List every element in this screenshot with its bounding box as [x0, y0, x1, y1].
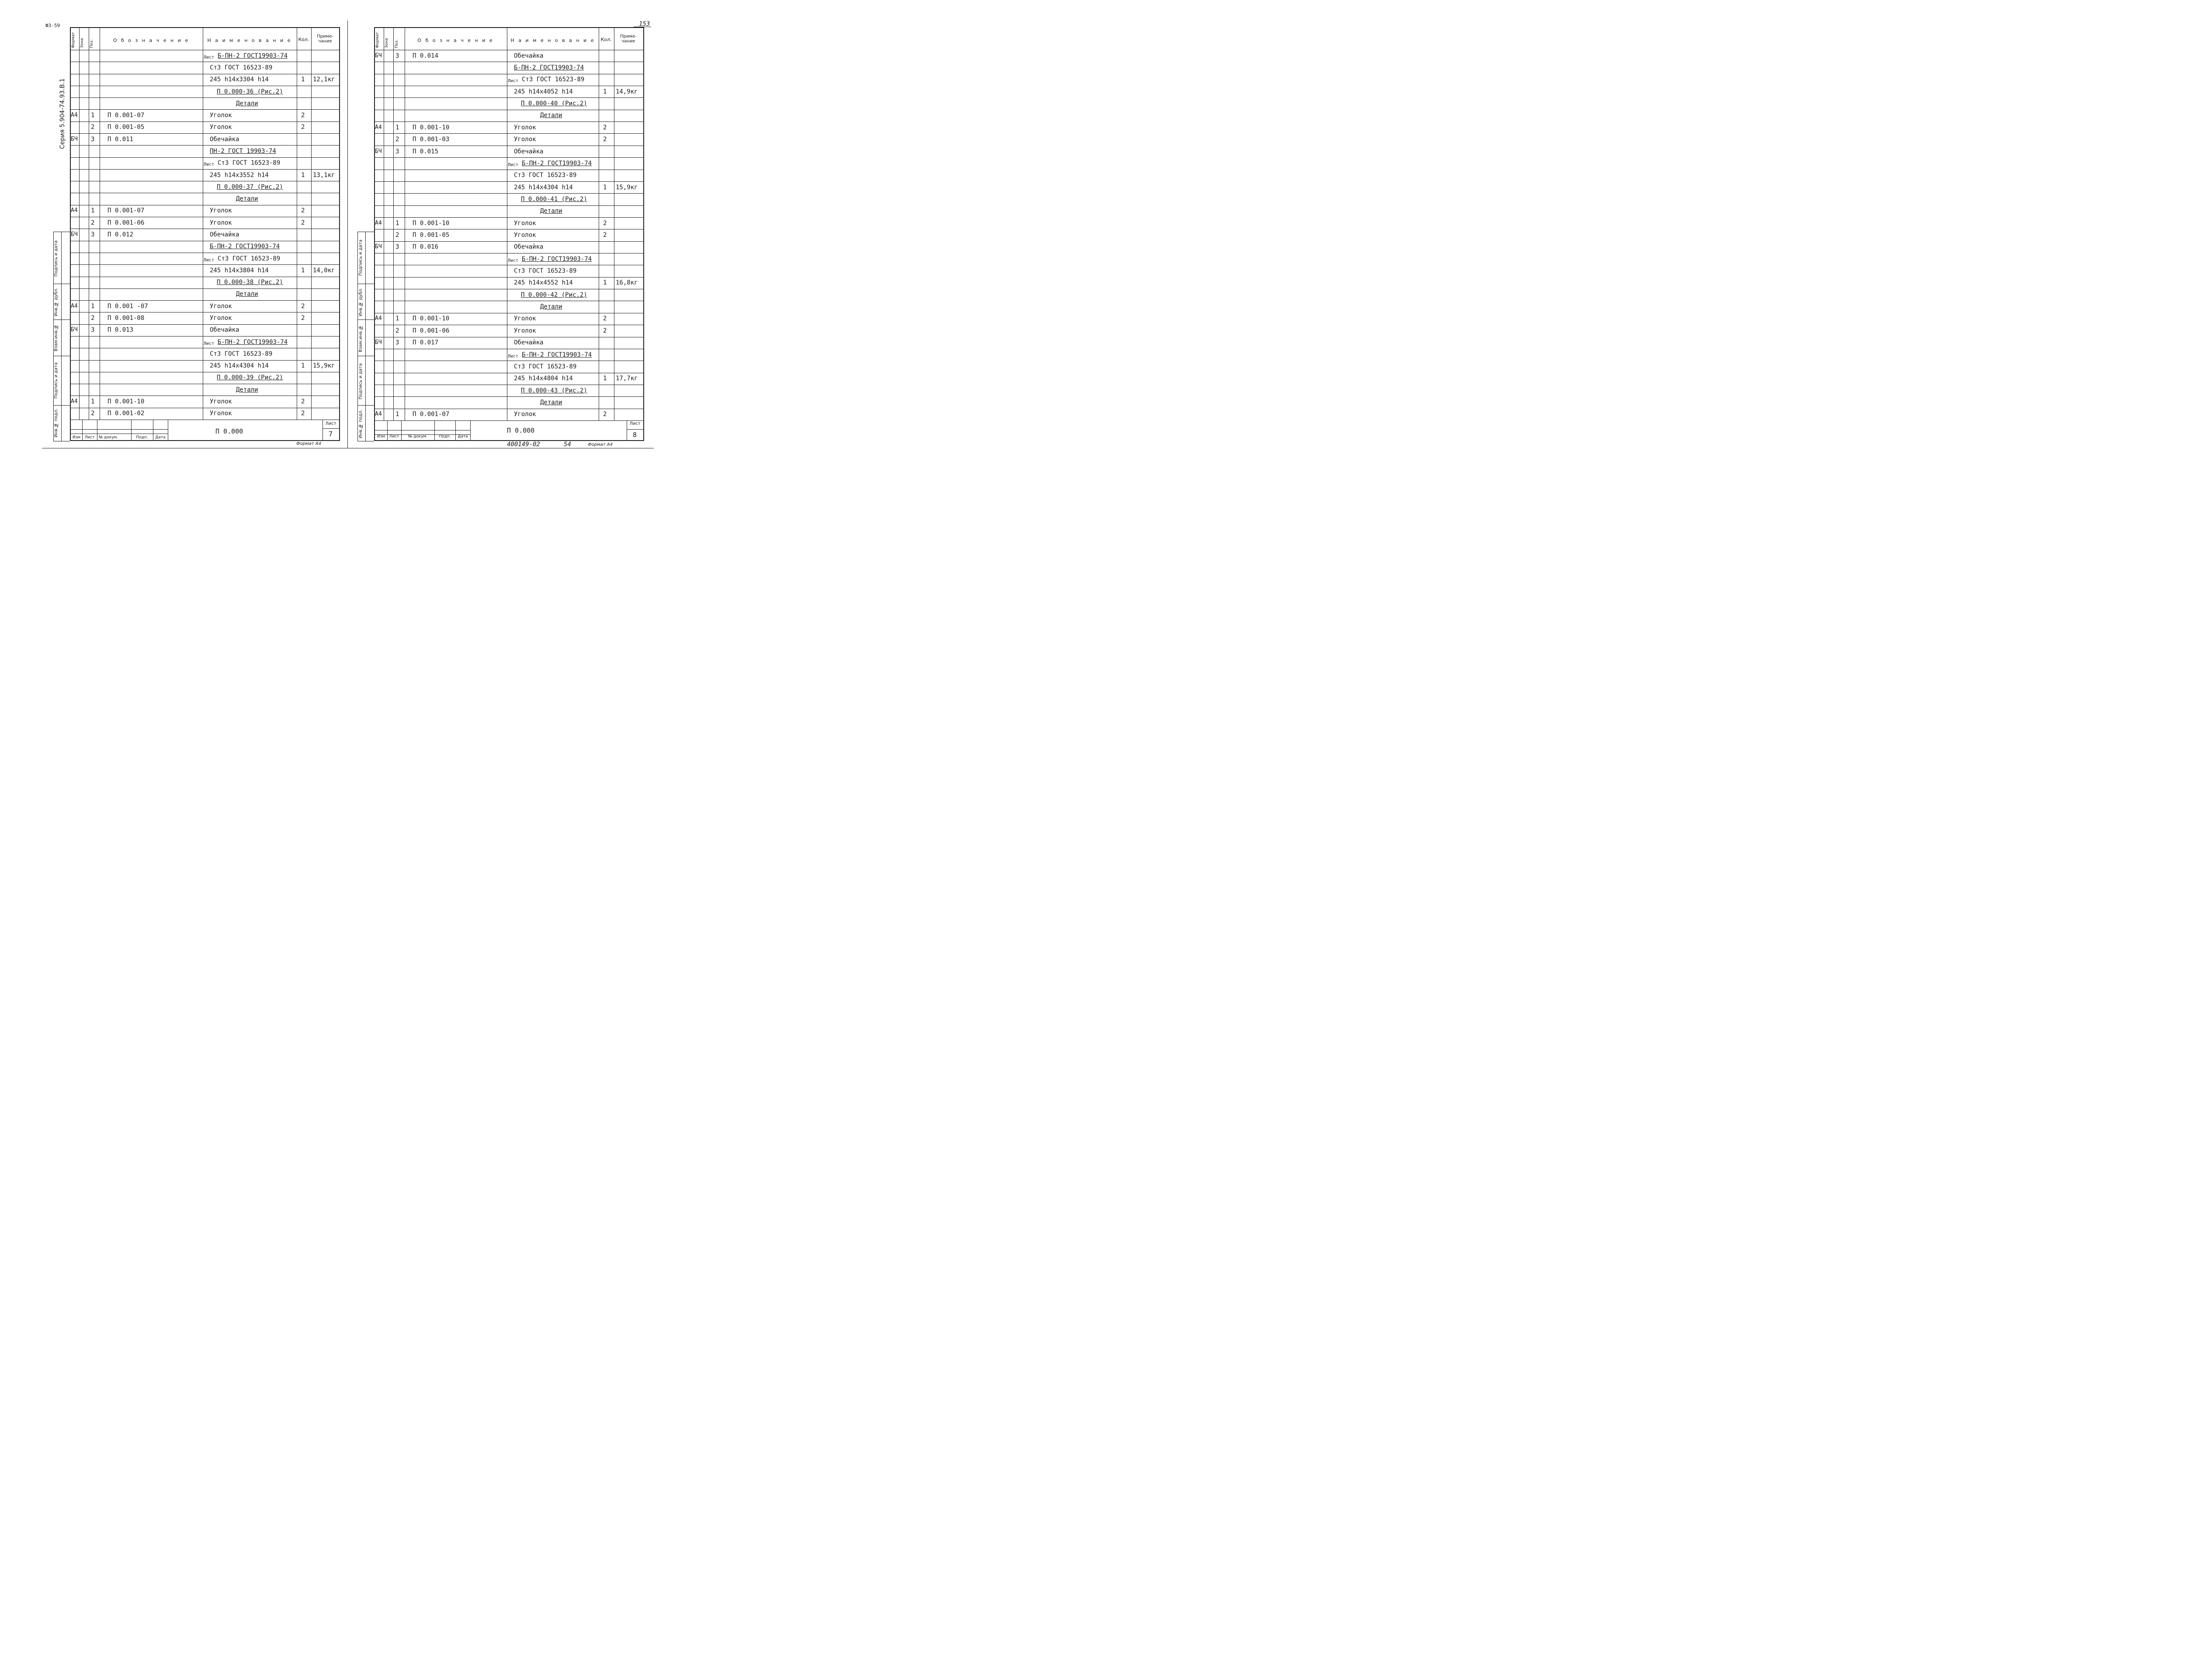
row-name: 245 h14x4304 h14 — [210, 362, 269, 370]
row-note: 17,7кг — [616, 375, 638, 382]
right-stamp-data: Дата — [458, 434, 468, 439]
row-designation: П 0.013 — [108, 326, 134, 334]
row-prefix: Лист — [204, 162, 215, 167]
right-row-line — [374, 157, 644, 158]
right-row-line — [374, 217, 644, 218]
row-format: БЧ — [71, 231, 78, 238]
left-side-inv-podl: Инв.№ подл. — [54, 408, 59, 438]
left-side-sep — [53, 405, 70, 406]
row-name: Уголок — [210, 410, 232, 417]
row-position: 3 — [395, 339, 399, 347]
right-side-inv-dubl: Инв.№ дубл. — [358, 288, 363, 316]
right-hdr-zone: Зона — [385, 38, 389, 48]
row-name: Уголок — [210, 219, 232, 226]
right-hdr-qty: Кол. — [600, 37, 612, 42]
row-format: А4 — [375, 124, 382, 131]
row-designation: П 0.001-10 — [413, 124, 450, 131]
row-name: Ст3 ГОСТ 16523-89 — [522, 76, 585, 83]
right-hdr-designation: О б о з н а ч е н и е — [417, 38, 494, 43]
row-note: 16,8кг — [616, 279, 638, 287]
row-position: 3 — [91, 326, 95, 334]
row-name: Ст3 ГОСТ 16523-89 — [218, 255, 281, 262]
right-row-line — [374, 133, 644, 134]
left-sheet-label: Лист — [325, 421, 336, 426]
row-note: 15,9кг — [616, 184, 638, 191]
row-format: А4 — [71, 207, 78, 214]
row-name: 245 h14x4052 h14 — [514, 88, 573, 95]
row-format: БЧ — [375, 243, 382, 250]
row-quantity: 2 — [301, 398, 305, 406]
row-name: Ст3 ГОСТ 16523-89 — [218, 160, 281, 167]
row-name: Ст3 ГОСТ 16523-89 — [514, 363, 577, 370]
row-designation: П 0.011 — [108, 135, 134, 143]
row-position: 3 — [395, 52, 399, 59]
row-designation: П 0.001-05 — [108, 124, 145, 131]
row-quantity: 2 — [603, 411, 607, 418]
right-stamp-top — [374, 420, 644, 421]
right-side-sign-date: Подпись и дата — [358, 240, 363, 276]
row-name: Обечайка — [514, 52, 544, 59]
row-name: Обечайка — [514, 339, 544, 347]
left-side-sign-date: Подпись и дата — [54, 240, 59, 277]
row-quantity: 2 — [603, 327, 607, 334]
right-hdr-name: Н а и м е н о в а н и е — [510, 38, 595, 43]
left-side-sep — [53, 319, 70, 320]
row-name: Обечайка — [210, 231, 239, 238]
row-name: Детали — [540, 303, 562, 311]
row-position: 3 — [91, 231, 95, 238]
series-label: Серия 5.904-74.93.В.1 — [59, 78, 66, 149]
right-row-line — [374, 277, 644, 278]
row-quantity: 1 — [301, 362, 305, 370]
row-quantity: 2 — [301, 410, 305, 417]
right-stamp-izm: Изм — [377, 434, 385, 439]
row-name: Детали — [236, 386, 258, 393]
row-name: Ст3 ГОСТ 16523-89 — [210, 350, 273, 358]
right-stamp-podp: Подп. — [439, 434, 451, 439]
row-quantity: 2 — [603, 232, 607, 239]
row-note: 13,1кг — [313, 171, 335, 179]
right-stamp-list: Лист — [389, 434, 399, 439]
row-name: ПН-2 ГОСТ 19903-74 — [210, 147, 276, 155]
right-stamp-ndokum: № докум. — [408, 434, 428, 439]
row-name: Обечайка — [210, 135, 239, 143]
right-format-label: Формат А4 — [588, 442, 613, 447]
row-position: 1 — [395, 411, 399, 418]
row-quantity: 2 — [603, 219, 607, 227]
right-row-line — [374, 241, 644, 242]
row-quantity: 2 — [301, 315, 305, 322]
row-name: Уголок — [210, 315, 232, 322]
row-note: 14,9кг — [616, 88, 638, 95]
row-quantity: 2 — [603, 136, 607, 143]
left-row-line — [70, 133, 340, 134]
row-prefix: Лист — [204, 341, 215, 346]
row-name: Детали — [540, 208, 562, 215]
row-format: БЧ — [375, 148, 382, 155]
row-name: Уголок — [210, 398, 232, 406]
row-position: 2 — [91, 124, 95, 131]
row-name: Уголок — [514, 232, 536, 239]
left-row-line — [70, 157, 340, 158]
row-name: 245 h14x3552 h14 — [210, 171, 269, 179]
row-designation: П 0.017 — [413, 339, 439, 347]
left-side-vzam: Взам.инв.№ — [54, 324, 59, 352]
row-name: Уголок — [210, 207, 232, 215]
row-format: БЧ — [71, 135, 78, 142]
row-designation: П 0.001-03 — [413, 136, 450, 143]
row-name: Уголок — [514, 411, 536, 418]
row-quantity: 2 — [301, 112, 305, 119]
row-quantity: 1 — [603, 88, 607, 95]
row-quantity: 1 — [603, 279, 607, 287]
right-hdr-note: Приме-чание — [620, 34, 637, 44]
row-name: Б-ПН-2 ГОСТ19903-74 — [218, 52, 288, 59]
row-quantity: 1 — [301, 171, 305, 179]
row-name: Б-ПН-2 ГОСТ19903-74 — [522, 255, 592, 263]
row-note: 12,1кг — [313, 76, 335, 83]
row-quantity: 2 — [603, 124, 607, 131]
left-hdr-pos: Поз. — [90, 39, 94, 48]
row-format: А4 — [375, 219, 382, 226]
row-name: Уголок — [514, 136, 536, 143]
row-name: Б-ПН-2 ГОСТ19903-74 — [522, 160, 592, 167]
bottom-number: 54 — [564, 441, 571, 448]
row-position: 2 — [395, 136, 399, 143]
row-position: 1 — [395, 315, 399, 323]
left-side-sign-date2: Подпись и дата — [54, 362, 59, 399]
row-name: Ст3 ГОСТ 16523-89 — [210, 64, 273, 71]
row-quantity: 1 — [603, 184, 607, 191]
row-format: БЧ — [375, 52, 382, 59]
row-name: Б-ПН-2 ГОСТ19903-74 — [218, 338, 288, 346]
left-hdr-designation: О б о з н а ч е н и е — [113, 38, 190, 43]
right-hdr-format: Формат — [375, 32, 380, 48]
row-designation: П 0.001 -07 — [108, 302, 148, 310]
row-name: П 0.000-38 (Рис.2) — [217, 279, 283, 286]
row-name: Уголок — [514, 124, 536, 131]
right-hdr-pos: Поз. — [395, 39, 399, 48]
row-name: Детали — [540, 399, 562, 406]
row-designation: П 0.001-02 — [108, 410, 145, 417]
row-designation: П 0.001-06 — [108, 219, 145, 226]
row-quantity: 2 — [301, 302, 305, 310]
right-row-line — [374, 396, 644, 397]
left-stamp-podp: Подп. — [136, 435, 148, 440]
row-prefix: Лист — [508, 162, 519, 167]
row-designation: П 0.016 — [413, 243, 439, 251]
right-doc-number: П 0.000 — [507, 427, 535, 434]
row-designation: П 0.001-07 — [108, 207, 145, 215]
right-sheet-label: Лист — [629, 421, 641, 426]
row-format: А4 — [375, 315, 382, 322]
row-designation: П 0.001-10 — [413, 219, 450, 227]
row-name: П 0.000-39 (Рис.2) — [217, 374, 283, 382]
row-name: Детали — [236, 291, 258, 298]
row-designation: П 0.014 — [413, 52, 439, 59]
row-name: Б-ПН-2 ГОСТ19903-74 — [522, 351, 592, 358]
left-hdr-name: Н а и м е н о в а н и е — [207, 38, 292, 43]
row-name: 245 h14x3304 h14 — [210, 76, 269, 83]
row-quantity: 2 — [301, 124, 305, 131]
right-row-line — [374, 97, 644, 98]
right-row-line — [374, 121, 644, 122]
left-row-line — [70, 360, 340, 361]
row-name: Ст3 ГОСТ 16523-89 — [514, 267, 577, 275]
row-name: П 0.000-36 (Рис.2) — [217, 88, 283, 95]
left-row-line — [70, 121, 340, 122]
right-side-sign-date2: Подпись и дата — [358, 363, 363, 400]
row-name: 245 h14x4304 h14 — [514, 184, 573, 191]
row-position: 3 — [91, 135, 95, 143]
left-stamp-data: Дата — [155, 435, 166, 440]
row-designation: П 0.015 — [413, 148, 439, 155]
row-name: 245 h14x4552 h14 — [514, 279, 573, 287]
row-name: 245 h14x3804 h14 — [210, 267, 269, 274]
row-quantity: 1 — [301, 267, 305, 274]
right-row-line — [374, 181, 644, 182]
row-position: 3 — [395, 148, 399, 155]
row-quantity: 2 — [603, 315, 607, 323]
row-name: Б-ПН-2 ГОСТ19903-74 — [514, 64, 584, 72]
left-row-line — [70, 264, 340, 265]
row-name: Уголок — [210, 302, 232, 310]
row-format: А4 — [71, 398, 78, 405]
row-position: 1 — [395, 219, 399, 227]
left-row-line — [70, 300, 340, 301]
row-name: Уголок — [210, 112, 232, 119]
row-designation: П 0.001-10 — [108, 398, 145, 406]
row-quantity: 2 — [301, 219, 305, 226]
right-sheet-number: 8 — [633, 431, 637, 439]
row-name: Обечайка — [210, 326, 239, 334]
row-designation: П 0.001-07 — [413, 411, 450, 418]
left-row-line — [70, 336, 340, 337]
page — [0, 0, 680, 473]
row-format: А4 — [375, 411, 382, 418]
row-note: 15,9кг — [313, 362, 335, 370]
row-name: Детали — [236, 100, 258, 107]
left-sheet-number: 7 — [329, 430, 333, 438]
row-name: Б-ПН-2 ГОСТ19903-74 — [210, 243, 280, 250]
right-stamp-text-edge — [470, 420, 471, 441]
row-designation: П 0.012 — [108, 231, 134, 238]
row-name: Уголок — [514, 327, 536, 334]
bottom-code: 400149-02 — [507, 441, 540, 448]
left-side-inv-dubl: Инв.№ дубл. — [54, 288, 59, 316]
row-name: Уголок — [514, 219, 536, 227]
left-format-label: Формат А4 — [296, 441, 321, 446]
row-position: 3 — [395, 243, 399, 251]
left-stamp-list: Лист — [84, 435, 95, 440]
left-stamp-ndokum: № докум. — [98, 435, 118, 440]
row-note: 14,0кг — [313, 267, 335, 274]
row-quantity: 2 — [301, 207, 305, 215]
left-side-edge2 — [61, 232, 62, 441]
row-format: БЧ — [71, 326, 78, 333]
left-stamp-sheet-line — [323, 428, 340, 429]
row-position: 2 — [91, 219, 95, 226]
row-position: 1 — [91, 112, 95, 119]
left-row-line — [70, 288, 340, 289]
row-position: 1 — [91, 207, 95, 215]
left-row-line — [70, 169, 340, 170]
right-side-inv-podl: Инв.№ подл. — [358, 409, 363, 439]
row-prefix: Лист — [204, 257, 215, 263]
row-position: 1 — [395, 124, 399, 131]
left-row-line — [70, 109, 340, 110]
row-prefix: Лист — [204, 55, 215, 60]
row-position: 2 — [395, 232, 399, 239]
row-quantity: 1 — [301, 76, 305, 83]
row-designation: П 0.001-06 — [413, 327, 450, 334]
row-prefix: Лист — [508, 79, 519, 84]
row-name: Уголок — [514, 315, 536, 323]
top-left-mark: Ф3-59 — [45, 23, 60, 28]
left-hdr-note: Приме-чание — [317, 34, 333, 44]
right-stamp-sheet-line — [627, 429, 644, 430]
row-name: Ст3 ГОСТ 16523-89 — [514, 172, 577, 179]
row-prefix: Лист — [508, 354, 519, 359]
row-position: 1 — [91, 302, 95, 310]
right-side-edge — [357, 232, 358, 441]
right-row-line — [374, 205, 644, 206]
row-name: Обечайка — [514, 148, 544, 155]
right-row-line — [374, 193, 644, 194]
row-position: 2 — [395, 327, 399, 334]
row-position: 1 — [91, 398, 95, 406]
left-row-line — [70, 324, 340, 325]
row-name: П 0.000-43 (Рис.2) — [521, 387, 587, 394]
row-designation: П 0.001-07 — [108, 112, 145, 119]
row-position: 2 — [91, 410, 95, 417]
row-name: П 0.000-37 (Рис.2) — [217, 183, 283, 191]
row-designation: П 0.001-08 — [108, 315, 145, 322]
row-name: Детали — [540, 112, 562, 119]
left-doc-number: П 0.000 — [215, 427, 243, 435]
row-prefix: Лист — [508, 258, 519, 263]
right-side-edge2 — [365, 232, 366, 441]
row-name: Уголок — [210, 124, 232, 131]
row-designation: П 0.001-10 — [413, 315, 450, 323]
row-position: 2 — [91, 315, 95, 322]
page-number: 153 — [639, 21, 650, 28]
left-stamp-izm: Изм — [72, 435, 81, 440]
row-quantity: 1 — [603, 375, 607, 382]
row-name: П 0.000-42 (Рис.2) — [521, 291, 587, 299]
row-format: А4 — [71, 302, 78, 309]
row-name: П 0.000-40 (Рис.2) — [521, 100, 587, 108]
row-name: Детали — [236, 195, 258, 203]
right-side-vzam: Взам.инв.№ — [358, 325, 363, 353]
row-name: Обечайка — [514, 243, 544, 251]
left-hdr-qty: Кол. — [298, 37, 309, 42]
row-format: БЧ — [375, 339, 382, 346]
row-name: П 0.000-41 (Рис.2) — [521, 195, 587, 203]
row-designation: П 0.001-05 — [413, 232, 450, 239]
left-hdr-zone: Зона — [80, 38, 84, 48]
left-hdr-format: Формат — [71, 32, 76, 48]
page-divider — [347, 21, 348, 448]
left-row-line — [70, 145, 340, 146]
row-name: 245 h14x4804 h14 — [514, 375, 573, 382]
left-row-line — [70, 97, 340, 98]
row-format: А4 — [71, 112, 78, 119]
